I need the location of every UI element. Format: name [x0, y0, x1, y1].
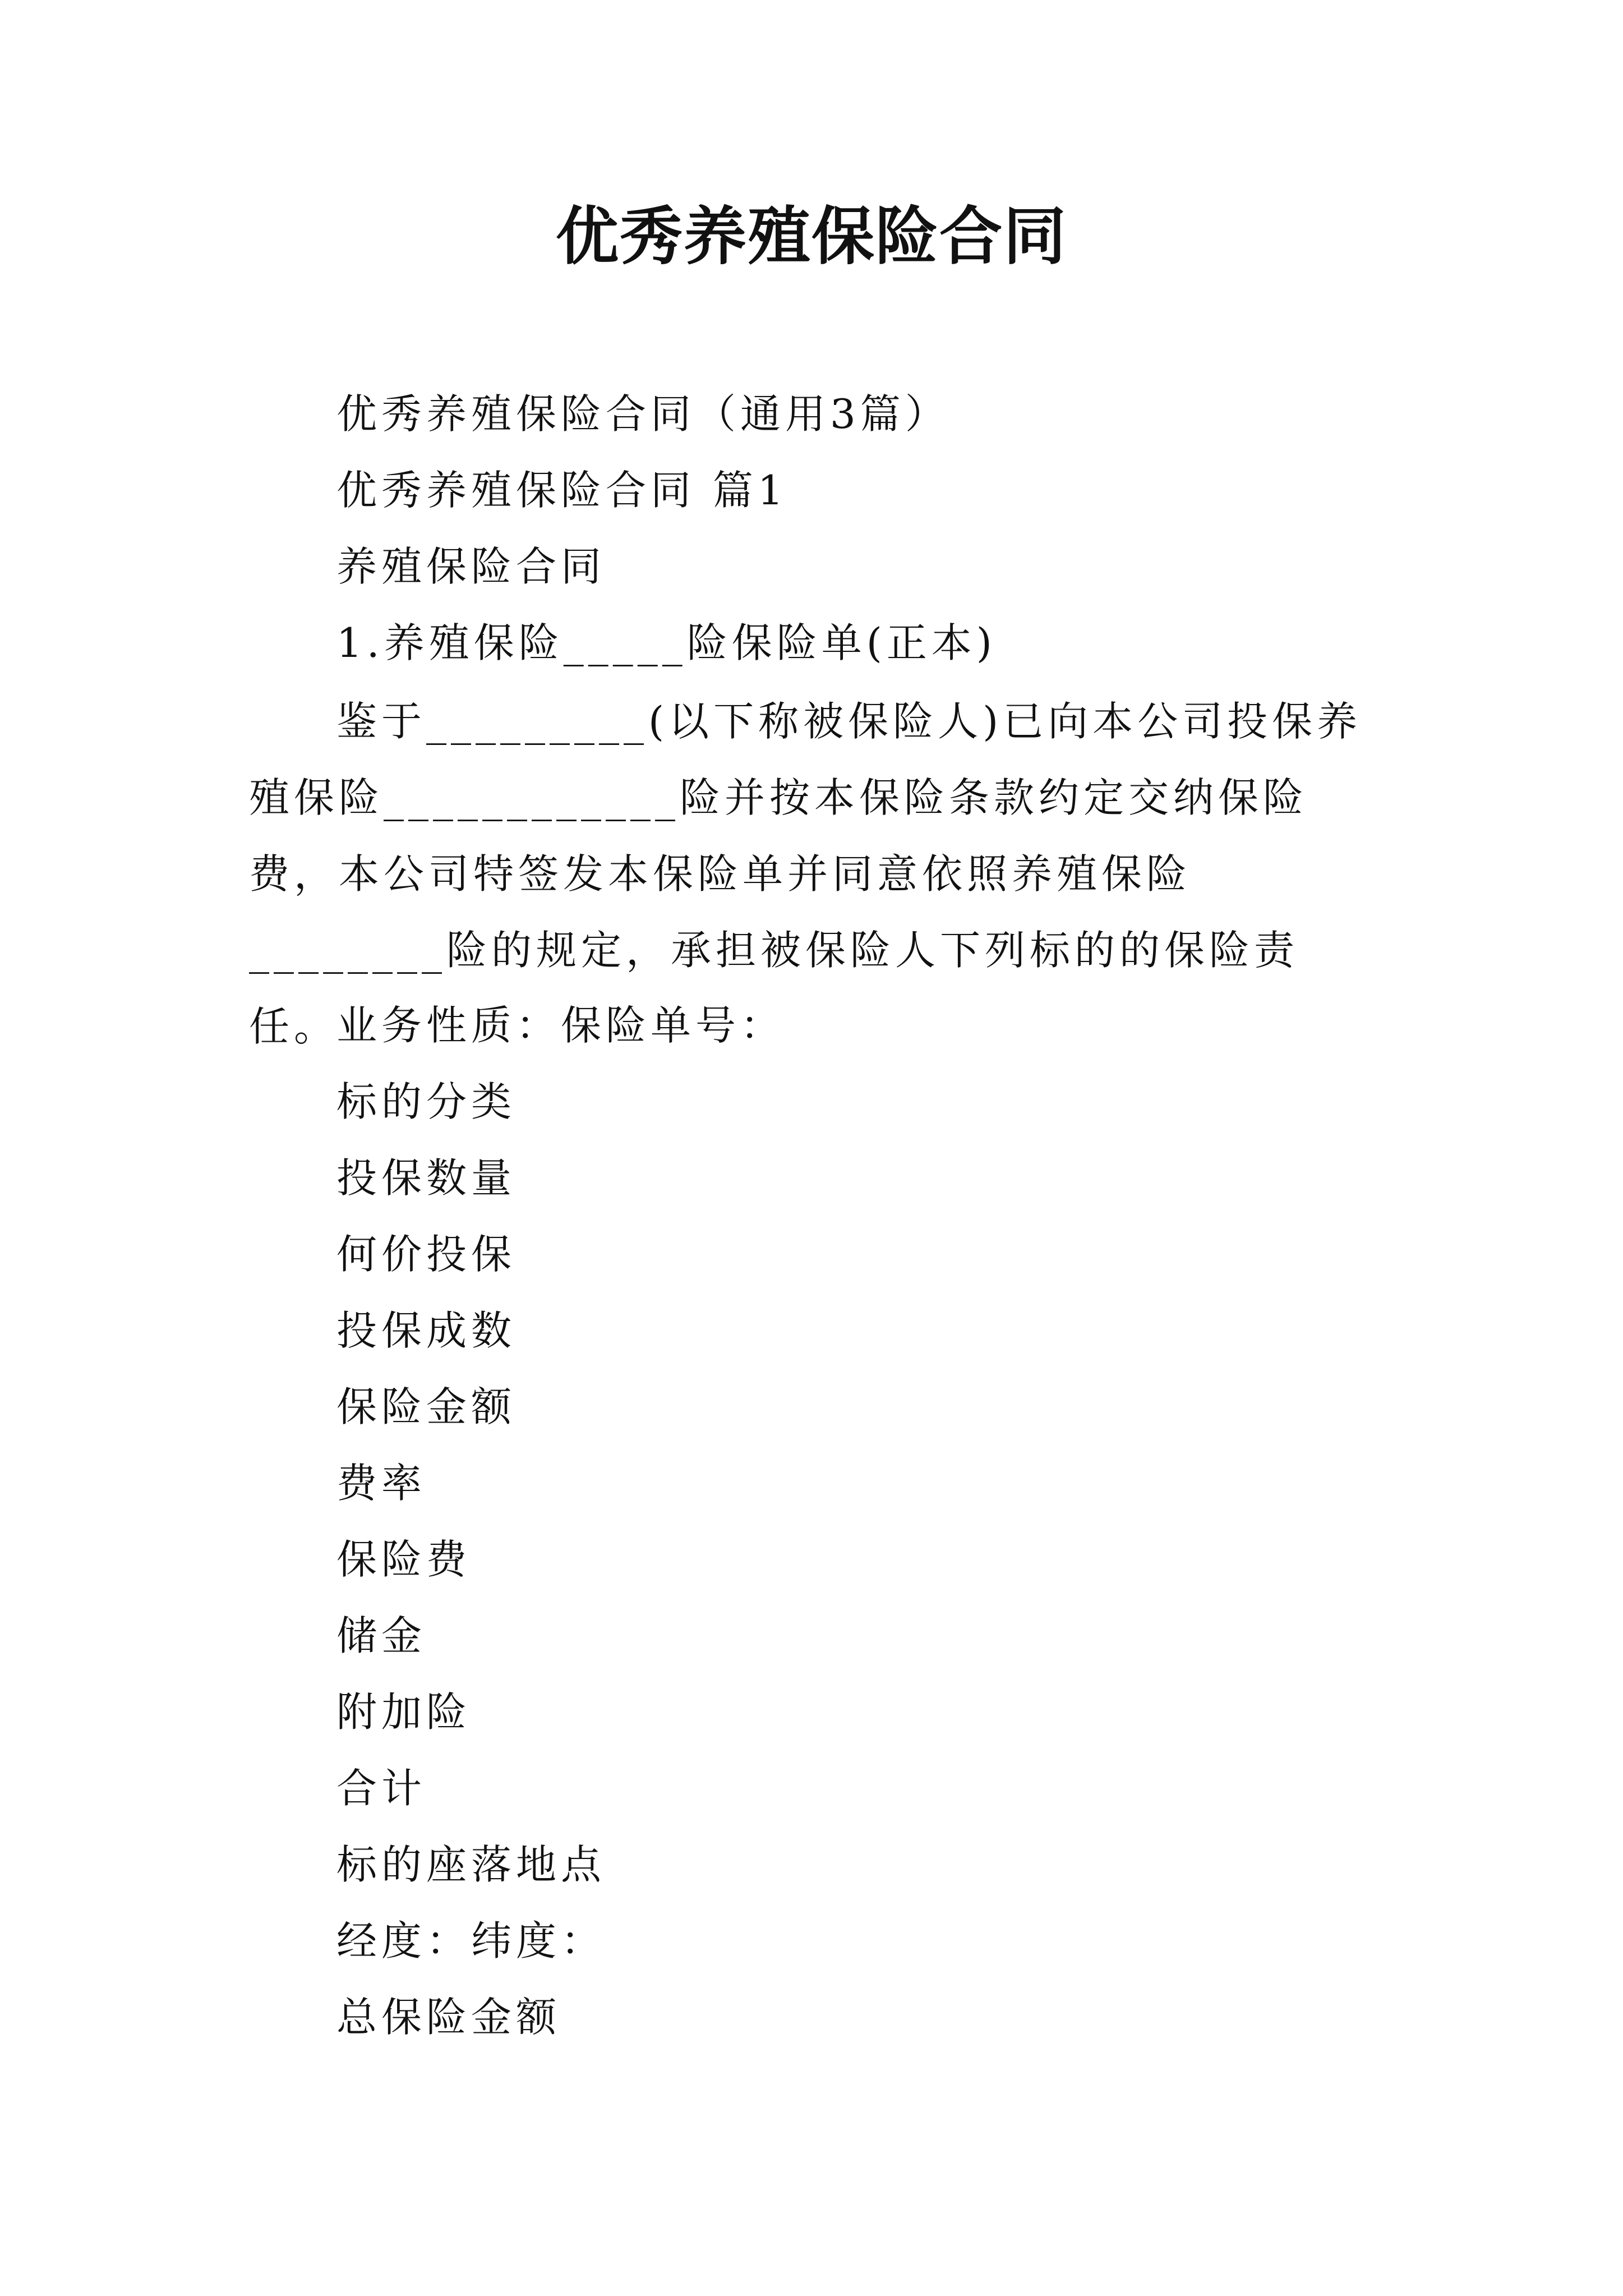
intro-paragraph-text: 鉴于_________(以下称被保险人)已向本公司投保养殖保险____________险并按本保险条款约定交纳保险费，本公司特签发本保险单并同意依照养殖保险________险的规定，承担被保险人下列标的的保险责任。 — [249, 698, 1362, 1050]
document-subtitle: 优秀养殖保险合同（通用3篇） — [336, 390, 950, 438]
field-deposit: 储金 — [336, 1612, 427, 1659]
field-insured-quantity: 投保数量 — [336, 1154, 517, 1202]
field-premium: 保险费 — [336, 1536, 472, 1583]
field-sum-insured: 保险金额 — [336, 1383, 517, 1430]
field-rate: 费率 — [336, 1460, 427, 1507]
contract-name: 养殖保险合同 — [336, 543, 606, 590]
field-subject-category: 标的分类 — [336, 1078, 517, 1125]
field-total-sum-insured: 总保险金额 — [336, 1994, 561, 2041]
section-title: 优秀养殖保险合同 篇1 — [336, 467, 788, 514]
field-additional-coverage: 附加险 — [336, 1688, 472, 1736]
field-coordinates: 经度：纬度： — [336, 1917, 606, 1964]
field-subject-location: 标的座落地点 — [336, 1841, 606, 1888]
field-total: 合计 — [336, 1765, 427, 1812]
clause-1: 1.养殖保险_____险保险单(正本) — [336, 619, 997, 666]
field-insured-ratio: 投保成数 — [336, 1307, 517, 1354]
field-business-nature: 业务性质：保险单号： — [336, 1002, 786, 1049]
field-valuation-basis: 何价投保 — [336, 1231, 517, 1278]
document-title: 优秀养殖保险合同 — [556, 200, 1067, 273]
